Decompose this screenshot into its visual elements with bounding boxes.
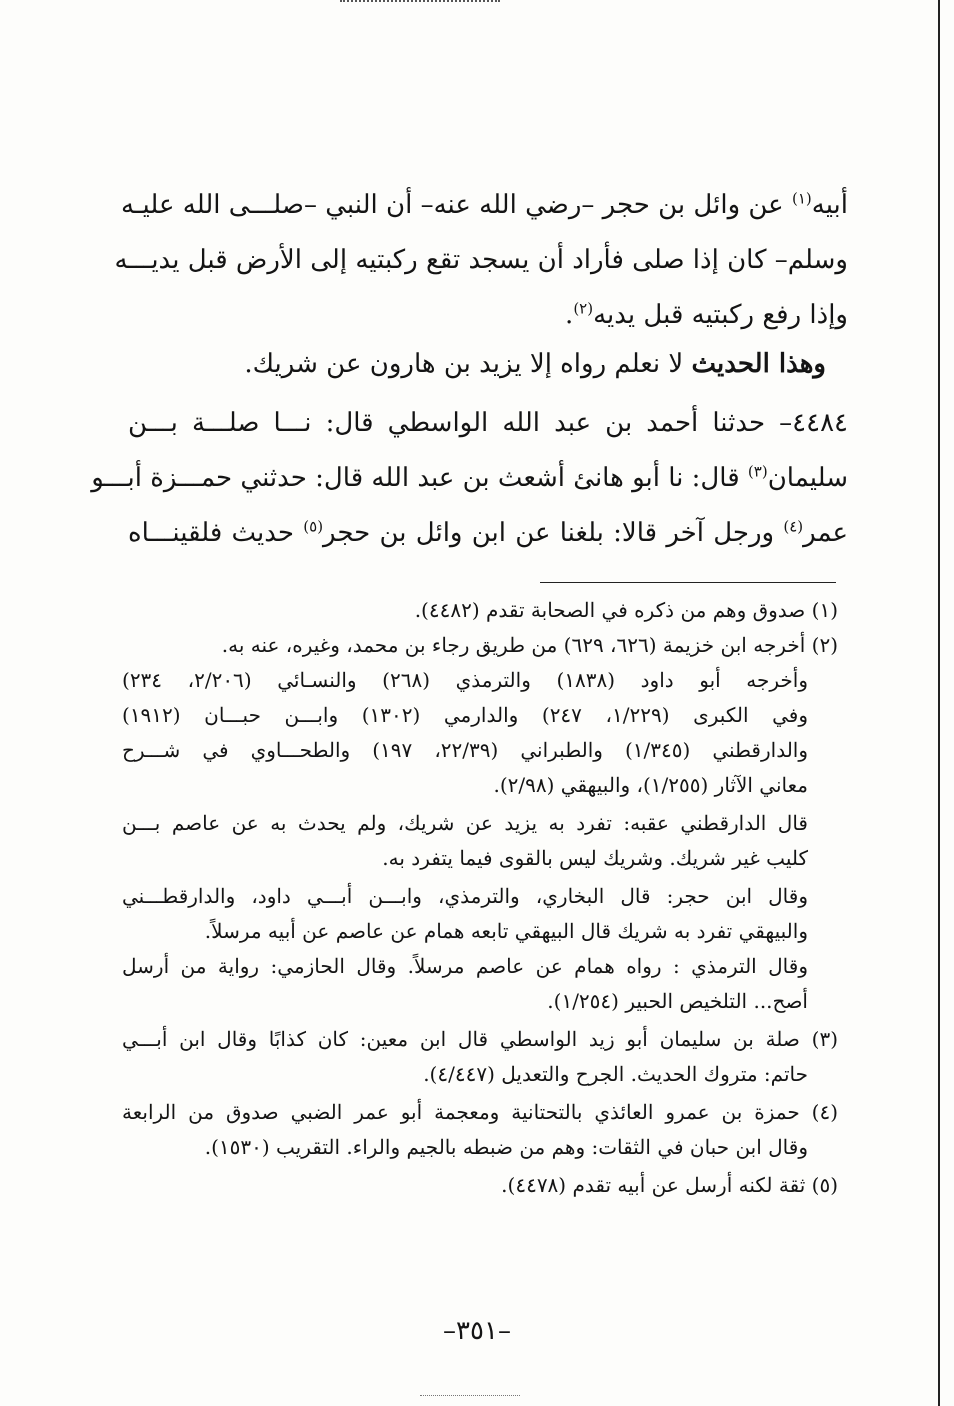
footnote-3: (٣) صلة بن سليمان أبو زيد الواسطي قال ابن معين: كان كذابًا وقال ابن أبـــي (122, 1027, 838, 1051)
top-dotted-rule (340, 0, 500, 2)
text-line-3: وإذا رفع ركبتيه قبل يديه$^{(٢)}$. (565, 299, 848, 330)
footnote-2-line: والبيهقي تفرد به شريك قال البيهقي تابعه همام عن عاصم عن أبيه مرسلاً. (204, 919, 808, 943)
text-line-1: أبيه$^{(١)}$ عن وائل بن حجر –رضي الله عنه– أن النبي –صلـــى الله عليـه (121, 189, 848, 220)
footnote-separator (540, 582, 836, 583)
footnote-2-line: والدارقطني (١/٣٤٥) والطبراني (٢٢/٣٩، ١٩٧) والطحـــاوي في شـــرح (122, 738, 809, 762)
footnote-2-line: أصح... التلخيص الحبير (١/٢٥٤). (547, 989, 808, 1013)
footnote-2-line: وقال ابن حجر: قال البخاري، والترمذي، وابـــن أبـــي داود، والدارقطـــني (122, 884, 808, 908)
footnote-2-line: وفي الكبرى (١/٢٢٩، ٢٤٧) والدارمي (١٣٠٢) وابـــن حبـــان (١٩١٢) (122, 703, 809, 727)
footnote-2-line: معاني الآثار (١/٢٥٥)، والبيهقي (٢/٩٨). (493, 773, 808, 797)
footnote-5: (٥) ثقة لكنه أرسل عن أبيه تقدم (٤٤٧٨). (501, 1173, 838, 1197)
footnote-1: (١) صدوق وهم من ذكره في الصحابة تقدم (٤٤٨٢). (414, 598, 838, 622)
footnote-2-line: وقال الترمذي : رواه همام عن عاصم مرسلاً. وقال الحازمي: رواية من أرسل (122, 954, 808, 978)
footnote-2: (٢) أخرجه ابن خزيمة (٦٢٦، ٦٢٩) من طريق رجاء بن محمد، وغيره، عنه به. (221, 633, 838, 657)
hadith-4484-line-2: سليمان$^{(٣)}$ قال: نا أبو هانئ أشعث بن عبد الله قال: حدثني حمـــزة أبـــو (91, 462, 848, 493)
text-line-2: وسلم– كان إذا صلى فأراد أن يسجد تقع ركبتيه إلى الأرض قبل يديـــه (114, 245, 848, 275)
bottom-dotted-rule (420, 1395, 520, 1396)
hadith-4484-line-3: عمر$^{(٤)}$ ورجل آخر قالا: بلغنا عن ابن وائل بن حجر$^{(٥)}$ حديث فلقينـــاه (128, 517, 849, 548)
footnote-4: (٤) حمزة بن عمرو العائذي بالتحتانية ومعجمة أبو عمر الضبي صدوق من الرابعة (122, 1100, 838, 1124)
footnote-4-line: وقال ابن حبان في الثقات: وهم من ضبطه بالجيم والراء. التقريب (١٥٣٠). (204, 1135, 808, 1159)
footnote-2-line: وأخرجه أبو داود (١٨٣٨) والترمذي (٢٦٨) والنسـائي (٢/٢٠٦، ٢٣٤) (122, 668, 808, 692)
page-number: –٣٥١– (443, 1316, 511, 1346)
text-line-4: وهذا الحديث لا نعلم رواه إلا يزيد بن هارون عن شريك. (244, 349, 826, 379)
footnote-2-line: كليب غير شريك. وشريك ليس بالقوى فيما يتفرد به. (382, 846, 808, 870)
footnote-3-line: حاتم: متروك الحديث. الجرح والتعديل (٤/٤٤٧). (423, 1062, 808, 1086)
page-edge-rule (938, 0, 940, 1406)
hadith-4484-line-1: ٤٤٨٤– حدثنا أحمد بن عبد الله الواسطي قال: نـــا صلـــة بـــن (128, 408, 848, 438)
footnote-2-line: قال الدارقطني عقبه: تفرد به يزيد عن شريك، ولم يحدث به عن عاصم بـــن (122, 811, 808, 835)
